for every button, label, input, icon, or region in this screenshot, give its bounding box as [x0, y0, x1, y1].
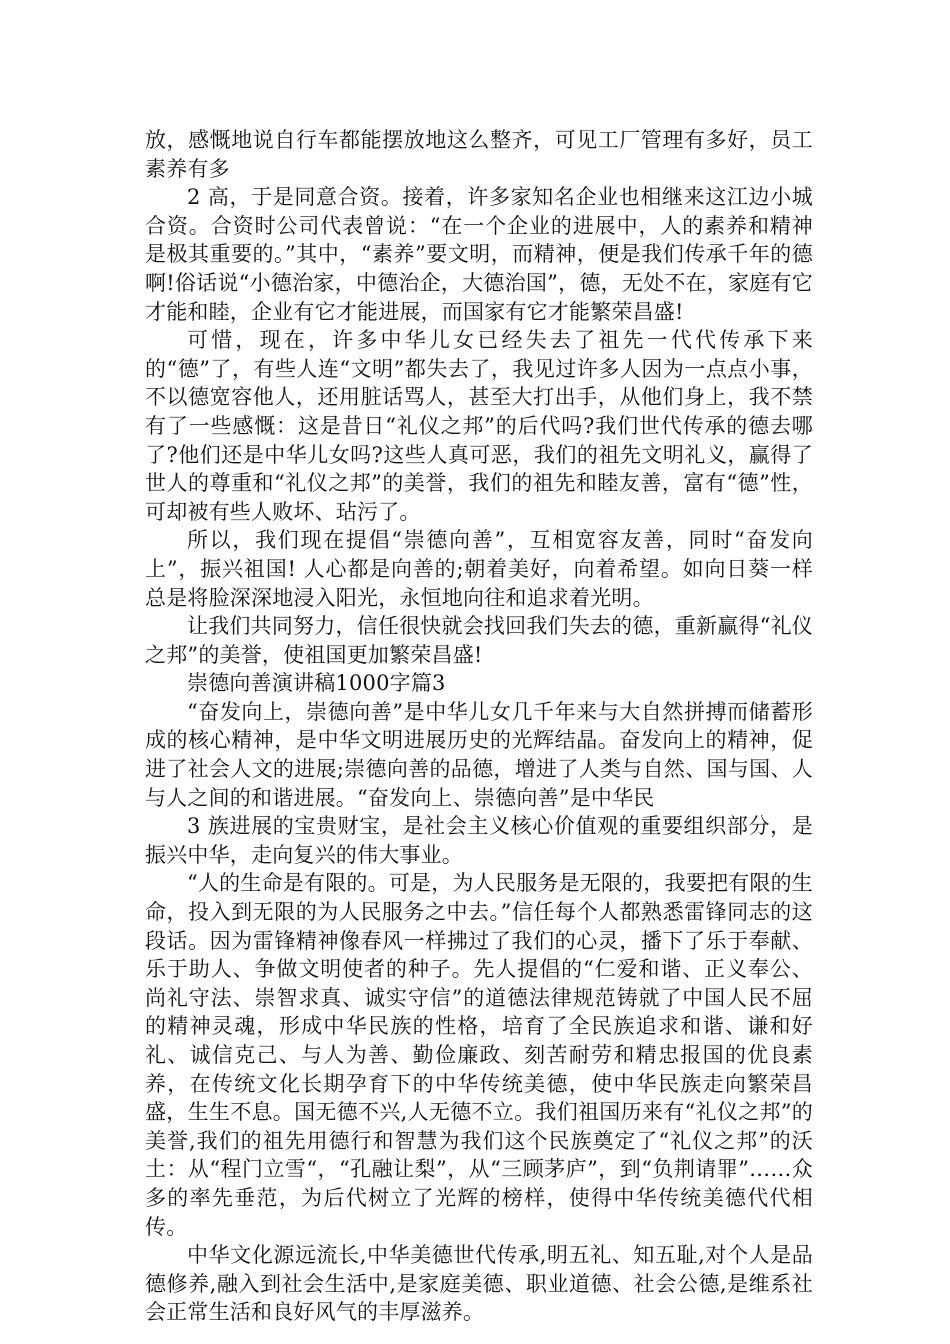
- paragraph-2: 2 高，于是同意合资。接着，许多家知名企业也相继来这江边小城合资。合资时公司代表曾说：“在一个企业的进展中，人的素养和精神是极其重要的。”其中，“素养”要文明，而精神，便是我们传承千年的德啊!俗话说“小德治家，中德治企，大德治国”，德，无处不在，家庭有它才能和睦，企业有它才能进展，而国家有它才能繁荣昌盛!: [145, 185, 813, 324]
- paragraph-9: “人的生命是有限的。可是，为人民服务是无限的，我要把有限的生命，投入到无限的为人民服务之中去。”信任每个人都熟悉雷锋同志的这段话。因为雷锋精神像春风一样拂过了我们的心灵，播下了乐于奉献、乐于助人、争做文明使者的种子。先人提倡的“仁爱和谐、正义奉公、尚礼守法、崇智求真、诚实守信”的道德法律规范铸就了中国人民不屈的精神灵魂，形成中华民族的性格，培育了全民族追求和谐、谦和好礼、诚信克己、与人为善、勤俭廉政、刻苦耐劳和精忠报国的优良素养，在传统文化长期孕育下的中华传统美德，使中华民族走向繁荣昌盛，生生不息。国无德不兴,人无德不立。我们祖国历来有“礼仪之邦”的美誉,我们的祖先用德行和智慧为我们这个民族奠定了“礼仪之邦”的沃土：从“程门立雪“，“孔融让梨”，从“三顾茅庐”，到“负荆请罪”……众多的率先垂范，为后代树立了光辉的榜样，使得中华传统美德代代相传。: [145, 871, 813, 1239]
- paragraph-8: 3 族进展的宝贵财宝，是社会主义核心价值观的重要组织部分，是振兴中华，走向复兴的伟大事业。: [145, 814, 813, 867]
- paragraph-7: “奋发向上，崇德向善”是中华儿女几千年来与大自然拼搏而储蓄形成的核心精神，是中华文明进展历史的光辉结晶。奋发向上的精神，促进了社会人文的进展;崇德向善的品德，增进了人类与自然、国与国、人与人之间的和谐进展。“奋发向上、崇德向善”是中华民: [145, 699, 813, 810]
- paragraph-10: 中华文化源远流长,中华美德世代传承,明五礼、知五耻,对个人是品德修养,融入到社会生活中,是家庭美德、职业道德、社会公德,是维系社会正常生活和良好风气的丰厚滋养。: [145, 1243, 813, 1325]
- paragraph-1: 放，感慨地说自行车都能摆放地这么整齐，可见工厂管理有多好，员工素养有多: [145, 128, 813, 181]
- paragraph-3: 可惜，现在，许多中华儿女已经失去了祖先一代代传承下来的“德”了，有些人连“文明”都失去了，我见过许多人因为一点点小事，不以德宽容他人，还用脏话骂人，甚至大打出手，从他们身上，我不禁有了一些感慨：这是昔日“礼仪之邦”的后代吗?我们世代传承的德去哪了?他们还是中华儿女吗?这些人真可恶，我们的祖先文明礼义，赢得了世人的尊重和“礼仪之邦”的美誉，我们的祖先和睦友善，富有“德”性，可却被有些人败坏、玷污了。: [145, 328, 813, 524]
- document-body: [145, 126, 813, 1327]
- paragraph-5: 让我们共同努力，信任很快就会找回我们失去的德，重新赢得“礼仪之邦”的美誉，使祖国更加繁荣昌盛!: [145, 614, 813, 667]
- section-heading: 崇德向善演讲稿1000字篇3: [187, 671, 446, 696]
- paragraph-4: 所以，我们现在提倡“崇德向善”，互相宽容友善，同时“奋发向上”，振兴祖国! 人心都是向善的;朝着美好，向着希望。如向日葵一样总是将脸深深地浸入阳光，永恒地向往和追求着光明。: [145, 528, 813, 610]
